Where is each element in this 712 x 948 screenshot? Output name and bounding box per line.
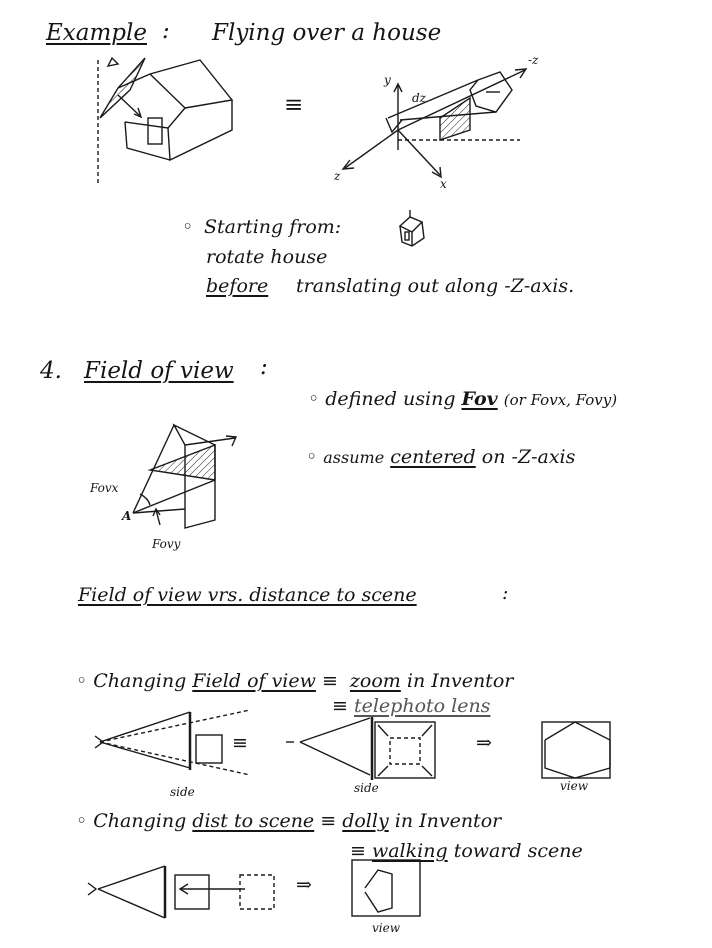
fov-note-1: ◦ defined using Fov (or Fovx, Fovy)	[308, 388, 618, 410]
centered-term: centered	[390, 446, 476, 468]
side-label-1: side	[170, 785, 195, 799]
bullet-dot-1: ◦	[182, 216, 194, 238]
zoom-term: zoom	[349, 670, 401, 692]
zoom-frustum-diagram	[286, 715, 435, 780]
view-label-2: view	[372, 921, 400, 935]
arrow-zoom: ⇒	[476, 732, 492, 754]
axes-sketch	[343, 69, 526, 177]
starting-from-text: Starting from:	[204, 216, 342, 238]
axis-negz-label: -z	[528, 53, 539, 67]
dolly-line: ◦ Changing dist to scene ≡ dolly in Inventor	[76, 810, 502, 832]
before-text: before	[206, 275, 269, 297]
fovy-label: Fovy	[152, 537, 181, 551]
fov-note-2: ◦ assume centered on -Z-axis	[306, 446, 576, 468]
dz-label: dz	[412, 91, 427, 105]
dolly-term: dolly	[342, 810, 389, 832]
dolly-view-diagram	[352, 860, 420, 916]
fov-link: Field of view	[192, 670, 316, 692]
telephoto-line: ≡ telephoto lens	[332, 695, 491, 717]
zoom-view-diagram	[542, 722, 610, 778]
section-number: 4.	[40, 358, 62, 384]
point-a-label: A	[122, 509, 132, 523]
fov-term: Fov	[461, 388, 498, 410]
zoom-side-diagram	[95, 710, 250, 775]
arrow-dolly: ⇒	[296, 874, 312, 896]
subheading-colon: :	[502, 582, 509, 604]
axis-x-label: x	[440, 177, 447, 191]
rotate-house-text: rotate house	[206, 246, 328, 268]
section-colon: :	[260, 354, 268, 380]
example-text: Flying over a house	[212, 20, 442, 46]
fovx-label: Fovx	[90, 481, 119, 495]
example-colon: :	[162, 18, 170, 44]
subheading: Field of view vrs. distance to scene	[78, 584, 417, 606]
axis-z-label: z	[334, 169, 341, 183]
section-title: Field of view	[84, 358, 234, 384]
equiv-symbol-1: ≡	[284, 92, 304, 118]
walking-line: ≡ walking toward scene	[350, 840, 583, 862]
view-label-1: view	[560, 779, 588, 793]
telephoto-term: telephoto lens	[353, 695, 491, 717]
side-label-2: side	[354, 781, 379, 795]
small-house-icon	[400, 210, 424, 246]
equiv-zoom: ≡	[232, 732, 248, 754]
zoom-line: ◦ Changing Field of view ≡ zoom in Inventor	[76, 670, 514, 692]
fov-pyramid-sketch	[133, 425, 236, 528]
axis-y-label: y	[384, 73, 391, 87]
dolly-side-diagram	[88, 866, 274, 918]
example-label: Example	[46, 20, 147, 46]
translating-text: translating out along -Z-axis.	[296, 275, 575, 297]
house-sketch	[98, 58, 232, 185]
walking-term: walking	[371, 840, 448, 862]
dist-link: dist to scene	[192, 810, 315, 832]
